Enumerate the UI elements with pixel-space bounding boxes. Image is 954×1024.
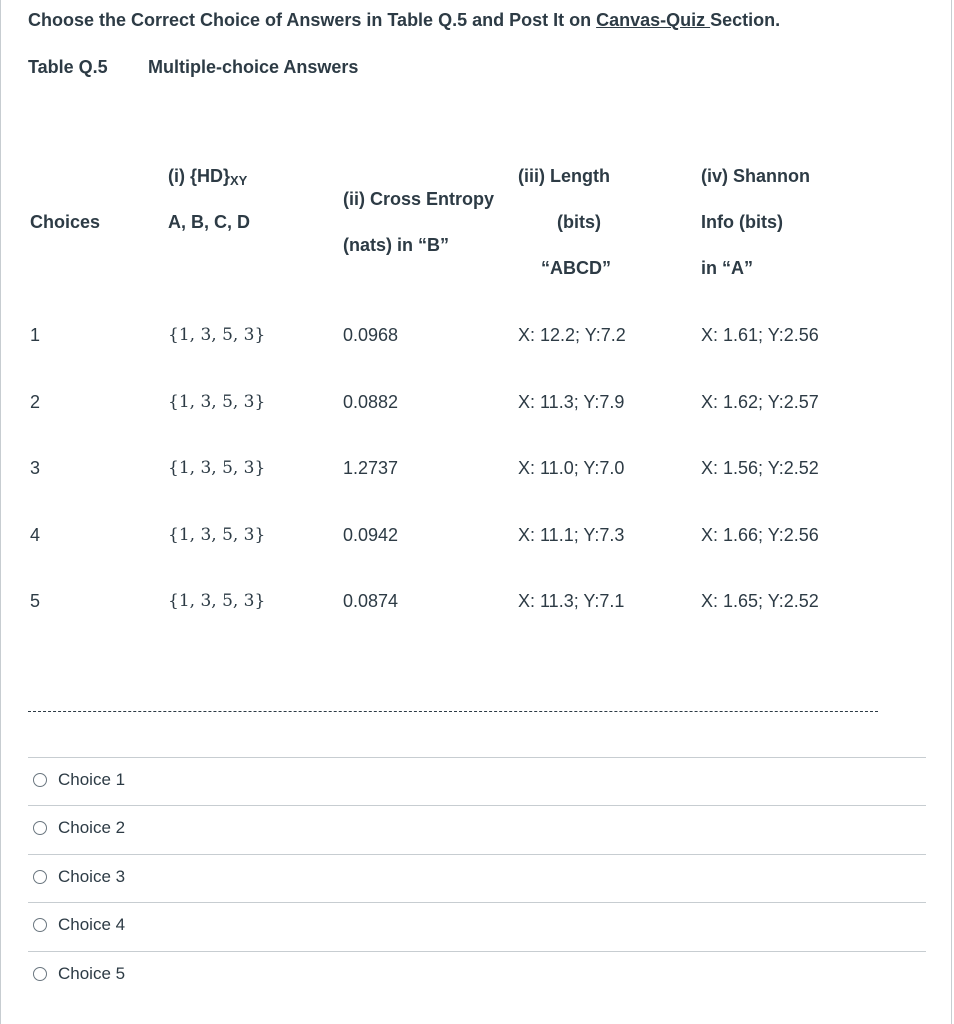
header-cross-entropy-unit: (nats) in “B” [343, 235, 449, 255]
row-3-choice: 3 [30, 458, 41, 478]
row-2-length: X: 11.3; Y:7.9 [518, 392, 625, 412]
row-2-shannon: X: 1.62; Y:2.57 [701, 392, 819, 412]
header-length-target: “ABCD” [541, 258, 611, 278]
row-1-shannon: X: 1.61; Y:2.56 [701, 325, 819, 345]
row-3-hd: {1, 3, 5, 3} [168, 458, 266, 478]
answer-label: Choice 3 [58, 867, 126, 886]
answer-divider [28, 757, 926, 758]
answer-choice-5[interactable] [28, 959, 125, 989]
row-2-cross-entropy: 0.0882 [343, 392, 399, 412]
answer-divider [28, 951, 926, 952]
row-4-choice: 4 [30, 525, 41, 545]
row-4-cross-entropy: 0.0942 [343, 525, 399, 545]
row-5-shannon: X: 1.65; Y:2.52 [701, 591, 819, 611]
answer-label: Choice 1 [58, 770, 126, 789]
row-3-cross-entropy: 1.2737 [343, 458, 399, 478]
answer-divider [28, 854, 926, 855]
row-5-length: X: 11.3; Y:7.1 [518, 591, 625, 611]
answer-label: Choice 2 [58, 818, 126, 837]
row-5-choice: 5 [30, 591, 41, 611]
canvas-quiz-link[interactable]: Canvas-Quiz [596, 10, 711, 30]
answer-choice-4[interactable] [28, 910, 125, 940]
table-caption-title: Multiple-choice Answers [148, 57, 359, 77]
row-3-length: X: 11.0; Y:7.0 [518, 458, 625, 478]
row-4-hd: {1, 3, 5, 3} [168, 525, 266, 545]
answer-divider [28, 902, 926, 903]
dashed-divider [28, 711, 878, 712]
answer-label: Choice 5 [58, 964, 126, 983]
row-2-hd: {1, 3, 5, 3} [168, 392, 266, 412]
row-1-length: X: 12.2; Y:7.2 [518, 325, 626, 345]
question-instruction: Choose the Correct Choice of Answers in Table Q.5 and Post It on Canvas-Quiz Section. [28, 10, 781, 30]
header-shannon: (iv) Shannon [701, 166, 810, 186]
row-3-shannon: X: 1.56; Y:2.52 [701, 458, 819, 478]
header-length: (iii) Length [518, 166, 610, 186]
row-4-length: X: 11.1; Y:7.3 [518, 525, 625, 545]
header-hd: (i) $\{HD\}_{XY}$ [168, 166, 248, 188]
header-shannon-unit: Info (bits) [701, 212, 783, 232]
row-5-hd: {1, 3, 5, 3} [168, 591, 266, 611]
radio-button[interactable] [33, 773, 47, 787]
row-4-shannon: X: 1.66; Y:2.56 [701, 525, 819, 545]
radio-button[interactable] [33, 918, 47, 932]
answer-label: Choice 4 [58, 915, 126, 934]
radio-button[interactable] [33, 870, 47, 884]
answer-divider [28, 805, 926, 806]
header-shannon-target: in “A” [701, 258, 753, 278]
answer-choice-3[interactable] [28, 862, 125, 892]
row-1-hd: {1, 3, 5, 3} [168, 325, 266, 345]
header-hd-sub: A, B, C, D [168, 212, 251, 232]
row-1-choice: 1 [30, 325, 41, 345]
header-length-unit: (bits) [557, 212, 601, 232]
header-choices: Choices [30, 212, 101, 232]
header-cross-entropy: (ii) Cross Entropy [343, 189, 495, 209]
radio-button[interactable] [33, 967, 47, 981]
row-2-choice: 2 [30, 392, 41, 412]
radio-button[interactable] [33, 821, 47, 835]
answer-choice-2[interactable] [28, 813, 125, 843]
table-caption-label: Table Q.5 [28, 57, 108, 77]
answer-choice-1[interactable] [28, 765, 125, 795]
row-5-cross-entropy: 0.0874 [343, 591, 399, 611]
row-1-cross-entropy: 0.0968 [343, 325, 399, 345]
